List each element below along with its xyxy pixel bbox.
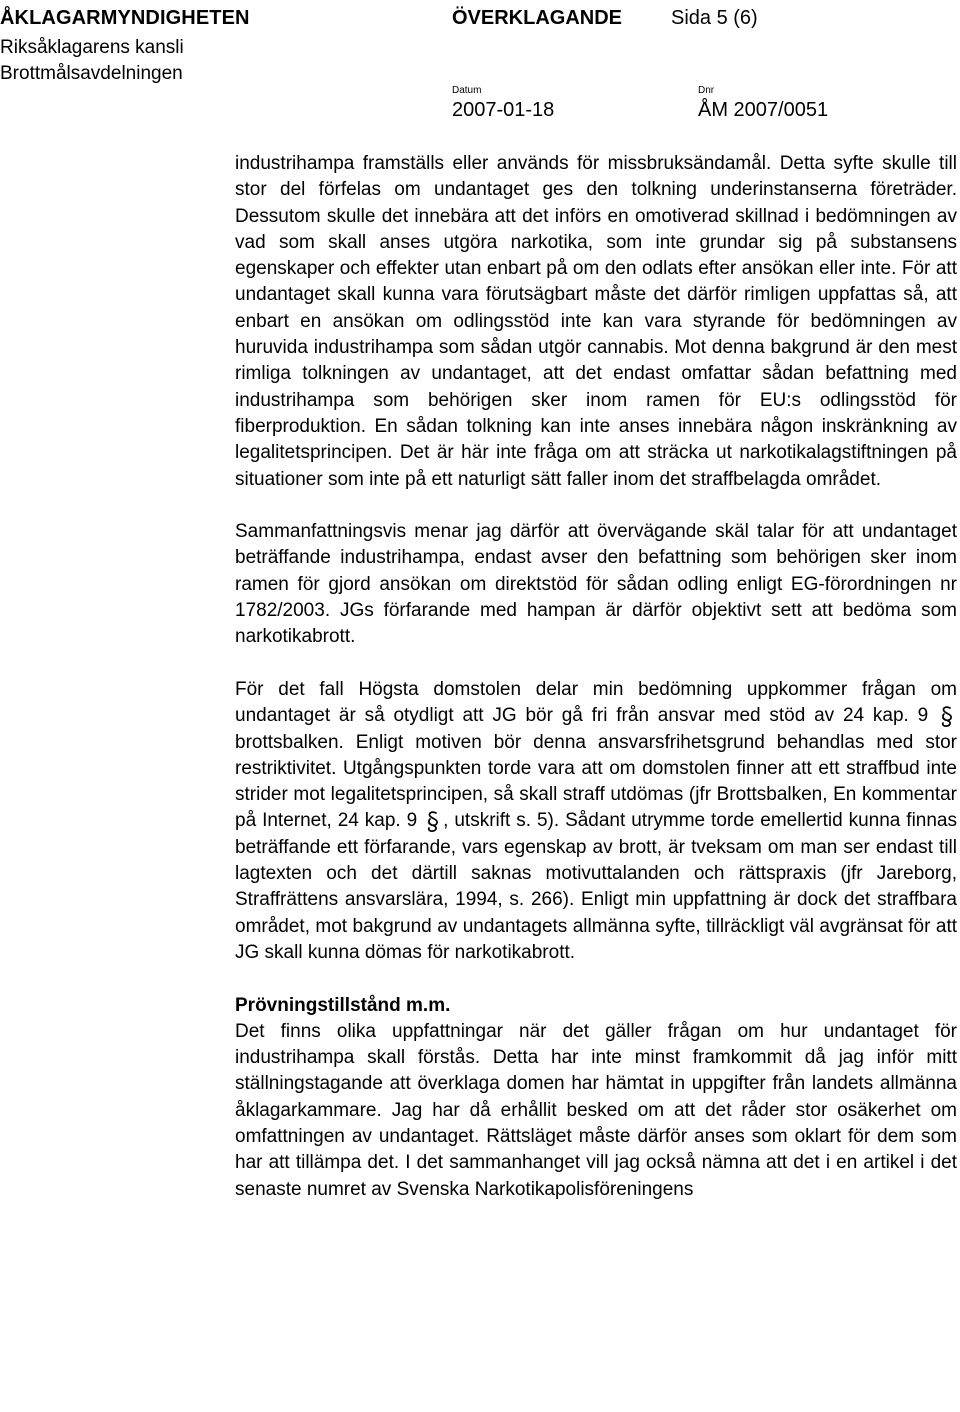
dnr-value: ÅM 2007/0051 [698, 99, 829, 121]
section-sign-icon [937, 705, 957, 727]
section-paragraph: Det finns olika uppfattningar när det gäller frågan om hur undantaget för industrihampa skall förstås. Detta har inte minst framkommit då jag inför mitt ställningstagande att överklaga domen har hämtat in uppgifter från landets allmänna åklagarkammare. Jag har då erhållit besked om att det råder stor osäkerhet om omfattningen av undantaget. Rättsläget måste därför anses som oklart för dem som har att tillämpa det. I det sammanhanget vill jag också nämna att det i en artikel i det senaste numret av Svenska Narkotikapolisföreningens [235, 1020, 957, 1200]
division-name: Brottmålsavdelningen [0, 63, 183, 84]
section-heading: Prövningstillstånd m.m. [235, 994, 451, 1016]
section-sign-icon [423, 810, 443, 832]
paragraph-3 [235, 677, 957, 966]
paragraph-3-part-1: För det fall Högsta domstolen delar min bedömning uppkommer frågan om undantaget är så otydligt att JG bör gå fri från ansvar med stöd av 24 kap. 9 [235, 678, 957, 727]
date-label: Datum [452, 85, 482, 96]
date-value: 2007-01-18 [452, 99, 555, 121]
agency-name: ÅKLAGARMYNDIGHETEN [0, 7, 250, 29]
document-body [235, 151, 957, 1203]
paragraph-1: industrihampa framställs eller används för missbruksändamål. Detta syfte skulle till stor del förfelas om undantaget ges den tolkning underinstanserna företräder. Dessutom skulle det innebära att det införs en omotiverad skillnad i bedömningen av vad som skall anses utgöra narkotika, som inte grundar sig på substansens egenskaper och effekter utan enbart på om den odlats efter ansökan eller inte. För att undantaget skall kunna vara förutsägbart måste det därför rimligen uppfattas så, att enbart en ansökan om odlingsstöd inte kan vara styrande för bedömningen av huruvida industrihampa som sådan utgör cannabis. Mot denna bakgrund är den mest rimliga tolkningen av undantaget, att det endast omfattar sådan befattning med industrihampa som behörigen sker inom ramen för EU:s odlingsstöd för fiberproduktion. En sådan tolkning kan inte anses innebära någon inskränkning av legalitetsprincipen. Det är här inte fråga om att sträcka ut narkotikalagstiftningen på situationer som inte på ett naturligt sätt faller inom det straffbelagda området. [235, 153, 957, 490]
dnr-label: Dnr [698, 85, 715, 96]
document-type: ÖVERKLAGANDE [452, 7, 623, 29]
page-number: Sida 5 (6) [671, 7, 758, 29]
paragraph-3-part-2: brottsbalken. Enligt motiven bör denna ansvarsfrihetsgrund behandlas med stor restriktivitet. Utgångspunkten torde vara att om domstolen finner att ett straffbud inte strider mot legalitetsprincipen, så skall straff utdömas (jfr Brottsbalken, En kommentar på Internet, 24 kap. 9 [235, 731, 957, 832]
paragraph-2: Sammanfattningsvis menar jag därför att övervägande skäl talar för att undantaget beträffande industrihampa, endast avser den befattning som behörigen sker inom ramen för gjord ansökan om direktstöd för sådan odling enligt EG-förordningen nr 1782/2003. JGs förfarande med hampan är därför objektivt sett att bedöma som narkotikabrott. [235, 521, 957, 648]
office-name: Riksåklagarens kansli [0, 37, 184, 58]
paragraph-3-part-3: , utskrift s. 5). Sådant utrymme torde emellertid kunna finnas beträffande ett förfarande, vars egenskap av brott, är tveksam om man ser endast till lagtexten och det därtill saknas motivuttalanden och rättspraxis (jfr Jareborg, Straffrättens ansvarslära, 1994, s. 266). Enligt min uppfattning är dock det straffbara området, mot bakgrund av undantagets allmänna syfte, tillräckligt väl avgränsat för att JG skall kunna dömas för narkotikabrott. [235, 810, 957, 963]
